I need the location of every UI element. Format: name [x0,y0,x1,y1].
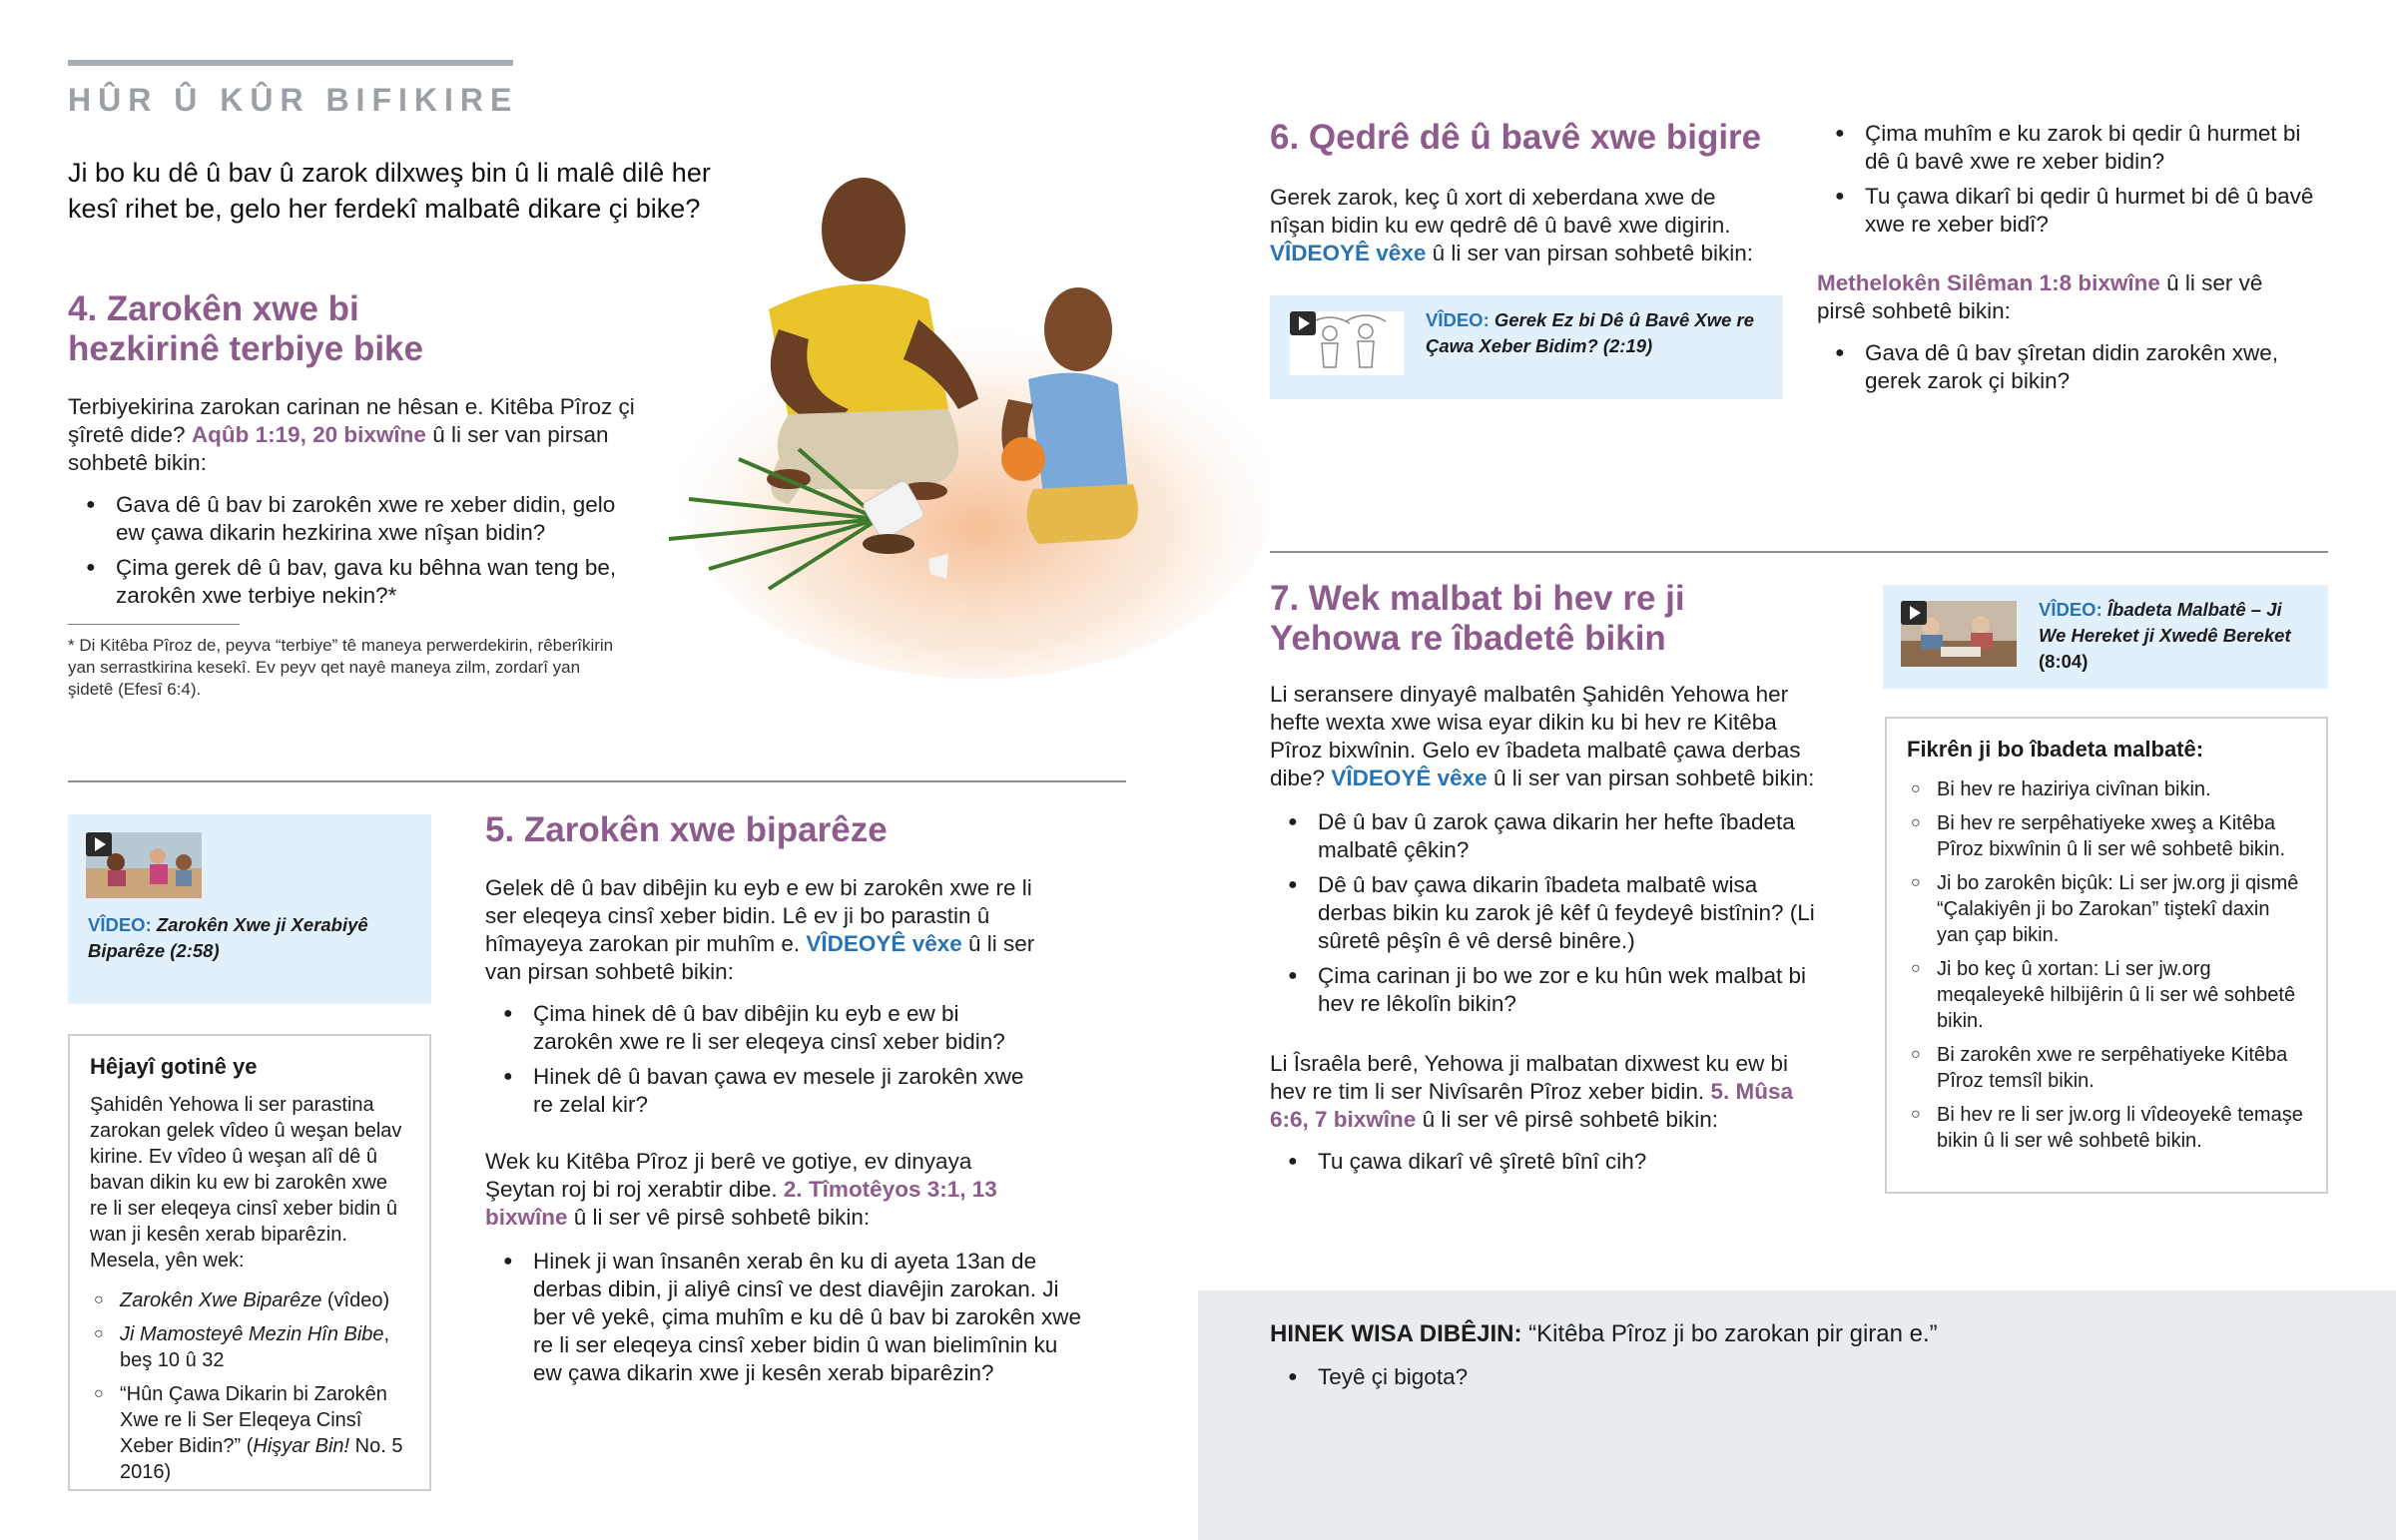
divider [1270,551,2328,553]
list-item: ○ “Hûn Çawa Dikarin bi Zarokên Xwe re li Ser Eleqeya Cinsî Xeber Bidin?” (Hişyar Bin! No. 5 2016) [90,1381,409,1485]
section-5-title: 5. Zarokên xwe biparêze [485,810,888,849]
section-6-title: 6. Qedrê dê û bavê xwe bigire [1270,118,1762,157]
section-5-questions [485,1000,1044,1126]
scripture-link[interactable]: Aqûb 1:19, 20 bixwîne [191,422,426,447]
sidebox-title: Hêjayî gotinê ye [90,1054,258,1079]
sidebox-text: Şahidên Yehowa li ser parastina zarokan gelek vîdeo û weşan belav kirine. Ev vîdeo û weşan alî dê û bavan dikin ku ew bi zarokên xwe re li ser eleqeya cinsî xeber bidin û wan ji kesên xerab biparêzin. Mesela, yên wek: [90,1094,402,1272]
list-item: ● Teyê çi bigota? [1270,1363,1829,1391]
list-item: ● Çima muhîm e ku zarok bi qedir û hurmet bi dê û bavê xwe re xeber bidin? [1817,120,2316,176]
orange-ball [1001,437,1045,481]
sidebox-family-worship-ideas [1885,717,2328,1194]
section-6-questions-2 [1817,339,2316,402]
section-7-intro: Li seransere dinyayê malbatên Şahidên Yehowa her hefte wexta xwe wisa eyar dikin ku bi hev re Kitêba Pîroz bixwînin. Gelo ev îbadeta malbatê çawa derbas dibe? VÎDEOYÊ vêxe û li ser van pirsan sohbetê bikin: [1270,682,1815,790]
list-item: ● Tu çawa dikarî vê şîretê bînî cih? [1270,1148,1829,1176]
section-5-paragraph-2: Wek ku Kitêba Pîroz ji berê ve gotiye, ev dinyaya Şeytan roj bi roj xerabtir dibe. 2. Tîmotêyos 3:1, 13 bixwîne û li ser vê pirsê sohbetê bikin: [485,1149,997,1230]
divider [68,780,1126,782]
intro-question: Ji bo ku dê û bav û zarok dilxweş bin û li malê dilê her kesî rihet be, gelo her ferdekî malbatê dikare çi bike? [68,158,711,224]
illustration-father-son [649,160,1268,679]
resource-list [90,1287,409,1485]
footer-questions [1270,1363,1829,1398]
list-item: ○ Ji bo keç û xortan: Li ser jw.org meqaleyekê hilbijêrin û li ser wê sohbetê bikin. [1907,956,2306,1034]
list-item: ○ Bi hev re haziriya civînan bikin. [1907,776,2306,802]
scripture-link[interactable]: 5. Mûsa 6:6, 7 bixwîne [1270,1079,1793,1132]
play-video-link[interactable]: VÎDEOYÊ vêxe [1270,241,1427,265]
section-7-title: 7. Wek malbat bi hev re ji Yehowa re îbadetê bikin [1270,579,1685,658]
son-head [1044,287,1112,371]
section-7-paragraph-2: Li Îsraêla berê, Yehowa ji malbatan dixwest ku ew bi hev re tim li ser Nivîsarên Pîroz xeber bidin. 5. Mûsa 6:6, 7 bixwîne û li ser vê pirsê sohbetê bikin: [1270,1051,1793,1132]
list-item: ● Dê û bav û zarok çawa dikarin her hefte îbadeta malbatê çêkin? [1270,808,1829,864]
header-bar [68,60,513,66]
section-4-intro: Terbiyekirina zarokan carinan ne hêsan e. Kitêba Pîroz çi şîretê dide? Aqûb 1:19, 20 bixwîne û li ser van pirsan sohbetê bikin: [68,394,635,475]
video-title: VÎDEO: Zarokên Xwe ji Xerabiyê Biparêze (2:58) [88,914,368,961]
list-item: ● Çima hinek dê û bav dibêjin ku eyb e ew bi zarokên xwe re li ser eleqeya cinsî xeber bidin? [485,1000,1044,1056]
footnote-rule [68,624,240,625]
footnote: * Di Kitêba Pîroz de, peyva “terbiye” tê maneya perwerdekirin, rêberîkirin yan serrastkirina kesekî. Ev peyv qet nayê maneya zilm, zordarî yan şidetê (Efesî 6:4). [68,636,614,699]
video-title: VÎDEO: Gerek Ez bi Dê û Bavê Xwe re Çawa Xeber Bidim? (2:19) [1426,309,1755,356]
sidebox-title: Fikrên ji bo îbadeta malbatê: [1907,737,2204,762]
section-6-intro: Gerek zarok, keç û xort di xeberdana xwe de nîşan bidin ku ew qedrê dê û bavê xwe digirin. VÎDEOYÊ vêxe û li ser van pirsan sohbetê bikin: [1270,185,1754,265]
video-card-protect-children[interactable] [68,814,431,1004]
play-video-link[interactable]: VÎDEOYÊ vêxe [806,931,962,956]
video-title: VÎDEO: Îbadeta Malbatê – Ji We Hereket ji Xwedê Bereket (8:04) [2039,599,2291,672]
scripture-link[interactable]: Methelokên Silêman 1:8 bixwîne [1817,270,2160,295]
list-item: ○ Ji Mamosteyê Mezin Hîn Bibe, beş 10 û 32 [90,1321,409,1373]
list-item: ● Tu çawa dikarî bi qedir û hurmet bi dê û bavê xwe re xeber bidî? [1817,183,2316,239]
list-item: ○ Bi hev re serpêhatiyeke xweş a Kitêba Pîroz bixwînin û li ser wê sohbetê bikin. [1907,810,2306,862]
section-7-questions [1270,808,1829,1025]
list-item: ○ Zarokên Xwe Biparêze (vîdeo) [90,1287,409,1313]
list-item: ● Çima carinan ji bo we zor e ku hûn wek malbat bi hev re lêkolîn bikin? [1270,962,1829,1018]
list-item: ● Gava dê û bav şîretan didin zarokên xwe, gerek zarok çi bikin? [1817,339,2316,395]
section-4-questions [68,491,627,617]
list-item: ○ Bi hev re li ser jw.org li vîdeoyekê temaşe bikin û li ser wê sohbetê bikin. [1907,1102,2306,1154]
section-6-paragraph-2: Methelokên Silêman 1:8 bixwîne û li ser vê pirsê sohbetê bikin: [1817,270,2263,323]
section-6-questions [1817,120,2316,246]
list-item: ● Hinek dê û bavan çawa ev mesele ji zarokên xwe re zelal kir? [485,1063,1044,1119]
section-4-title: 4. Zarokên xwe bi hezkirinê terbiye bike [68,289,423,368]
play-icon[interactable] [1290,311,1316,335]
list-item: ● Hinek ji wan însanên xerab ên ku di ayeta 13an de derbas dibin, ji aliyê cinsî ve dest diavêjin zarokan. Ji ber vê yekê, çima muhîm e ku dê û bav bi zarokên xwe re li ser eleqeya cinsî xeber bidin û wan bielimînin ku ew çawa dikarin xwe ji kesên xerab biparêzin? [485,1248,1084,1387]
play-icon[interactable] [1901,601,1927,625]
section-5-questions-2 [485,1248,1084,1394]
section-7-questions-2 [1270,1148,1829,1183]
father-head [822,178,905,281]
list-item: ○ Bi zarokên xwe re serpêhatiyeke Kitêba Pîroz temsîl bikin. [1907,1042,2306,1094]
list-item: ○ Ji bo zarokên biçûk: Li ser jw.org ji qismê “Çalakiyên ji bo Zarokan” tiştekî daxin yan çap bikin. [1907,870,2306,948]
play-icon[interactable] [86,832,112,856]
section-5-intro: Gelek dê û bav dibêjin ku eyb e ew bi zarokên xwe re li ser eleqeya cinsî xeber bidin. Lê ev ji bo parastin û hîmayeya zarokan pir muhîm e. VÎDEOYÊ vêxe û li ser van pirsan sohbetê bikin: [485,875,1035,984]
list-item: ● Çima gerek dê û bav, gava ku bêhna wan teng be, zarokên xwe terbiye nekin?* [68,554,627,610]
page-header-title: HÛR Û KÛR BIFIKIRE [68,82,519,118]
scripture-link[interactable]: 2. Tîmotêyos 3:1, 13 bixwîne [485,1177,997,1230]
sidebox-worth-mentioning [68,1034,431,1491]
some-people-say: HINEK WISA DIBÊJIN: “Kitêba Pîroz ji bo zarokan pir giran e.” [1270,1320,1938,1347]
list-item: ● Dê û bav çawa dikarin îbadeta malbatê wisa derbas bikin ku zarok jê kêf û feydeyê bistînin? (Li sûretê pêşîn ê vê dersê binêre.) [1270,871,1829,955]
video-card-talk-to-parents[interactable] [1270,295,1783,399]
ideas-list [1907,776,2306,1154]
video-card-family-worship[interactable] [1883,585,2328,689]
list-item: ● Gava dê û bav bi zarokên xwe re xeber didin, gelo ew çawa dikarin hezkirina xwe nîşan bidin? [68,491,627,547]
play-video-link[interactable]: VÎDEOYÊ vêxe [1331,766,1488,790]
